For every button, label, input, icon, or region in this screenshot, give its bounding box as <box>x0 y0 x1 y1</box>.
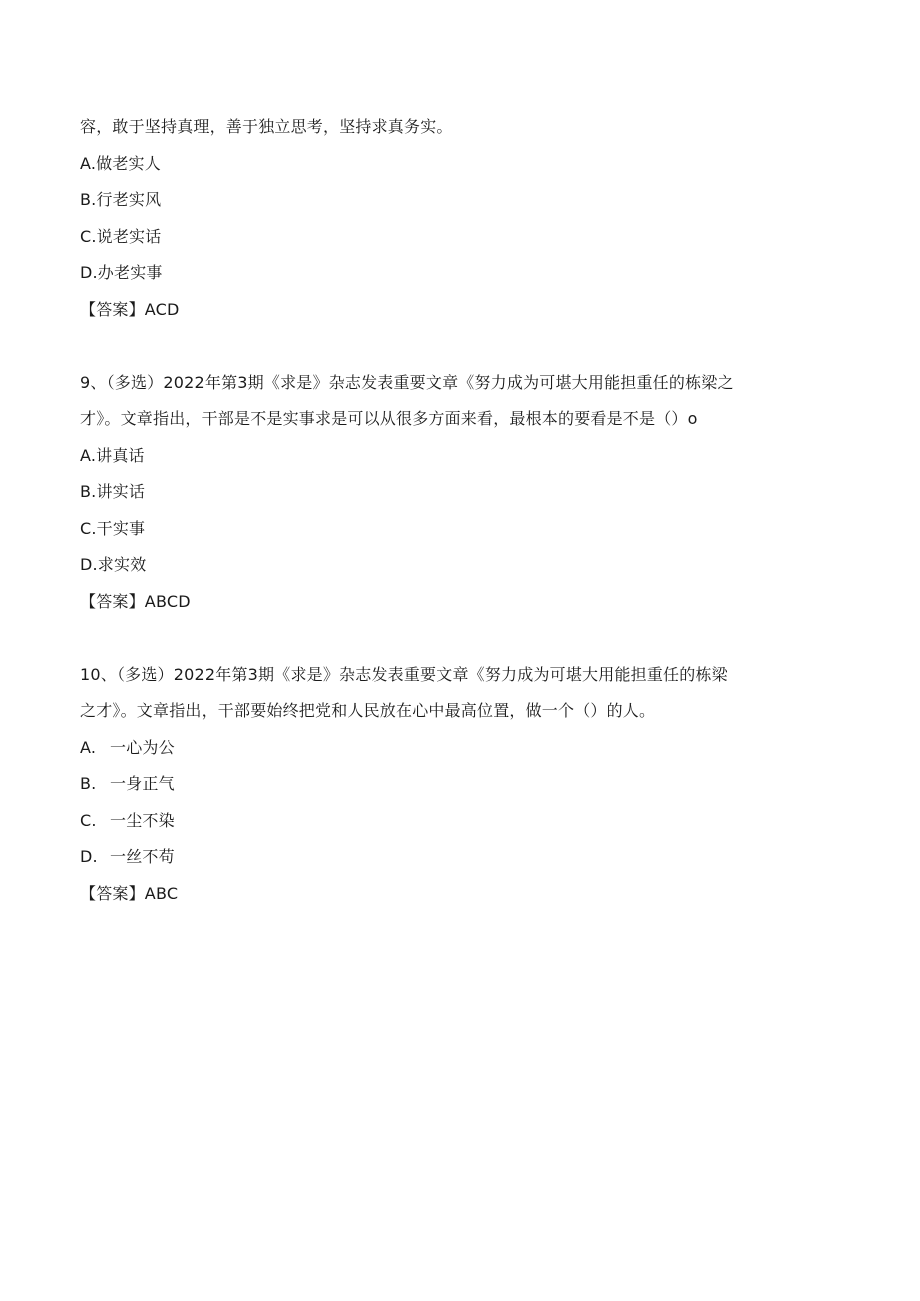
q10-option-c <box>80 809 840 833</box>
option-text: 一心为公 <box>110 738 175 757</box>
q8-option-b: B.行老实风 <box>80 190 162 209</box>
q10-option-b <box>80 772 840 796</box>
q9-option-d: D.求实效 <box>80 555 147 574</box>
q10-stem-line2: 之才》。文章指出，干部要始终把党和人民放在心中最高位置，做一个（）的人。 <box>80 701 656 720</box>
q9-answer: 【答案】ABCD <box>80 592 191 611</box>
q10-option-d <box>80 845 840 869</box>
option-label: A. <box>80 738 97 757</box>
q8-option-a: A.做老实人 <box>80 154 161 173</box>
option-label: D. <box>80 847 98 866</box>
q9-option-b: B.讲实话 <box>80 482 146 501</box>
q8-stem-tail: 容，敢于坚持真理，善于独立思考，坚持求真务实。 <box>80 117 453 136</box>
option-label: B. <box>80 774 97 793</box>
q8-option-c: C.说老实话 <box>80 227 162 246</box>
q8-option-d: D.办老实事 <box>80 263 163 282</box>
q9-stem-line1: 9、（多选）2022年第3期《求是》杂志发表重要文章《努力成为可堪大用能担重任的栋梁之 <box>80 373 734 392</box>
q8-answer: 【答案】ACD <box>80 300 180 319</box>
q9-option-c: C.干实事 <box>80 519 146 538</box>
option-text: 一尘不染 <box>110 811 175 830</box>
q9-stem-line2: 才》。文章指出，干部是不是实事求是可以从很多方面来看，最根本的要看是不是（）o <box>80 409 698 428</box>
option-label: C. <box>80 811 97 830</box>
q10-option-a <box>80 736 840 760</box>
q10-stem-line1: 10、（多选）2022年第3期《求是》杂志发表重要文章《努力成为可堪大用能担重任的栋梁 <box>80 665 728 684</box>
option-text: 一身正气 <box>110 774 175 793</box>
option-text: 一丝不苟 <box>110 847 175 866</box>
q9-option-a: A.讲真话 <box>80 446 145 465</box>
q10-answer: 【答案】ABC <box>80 884 179 903</box>
